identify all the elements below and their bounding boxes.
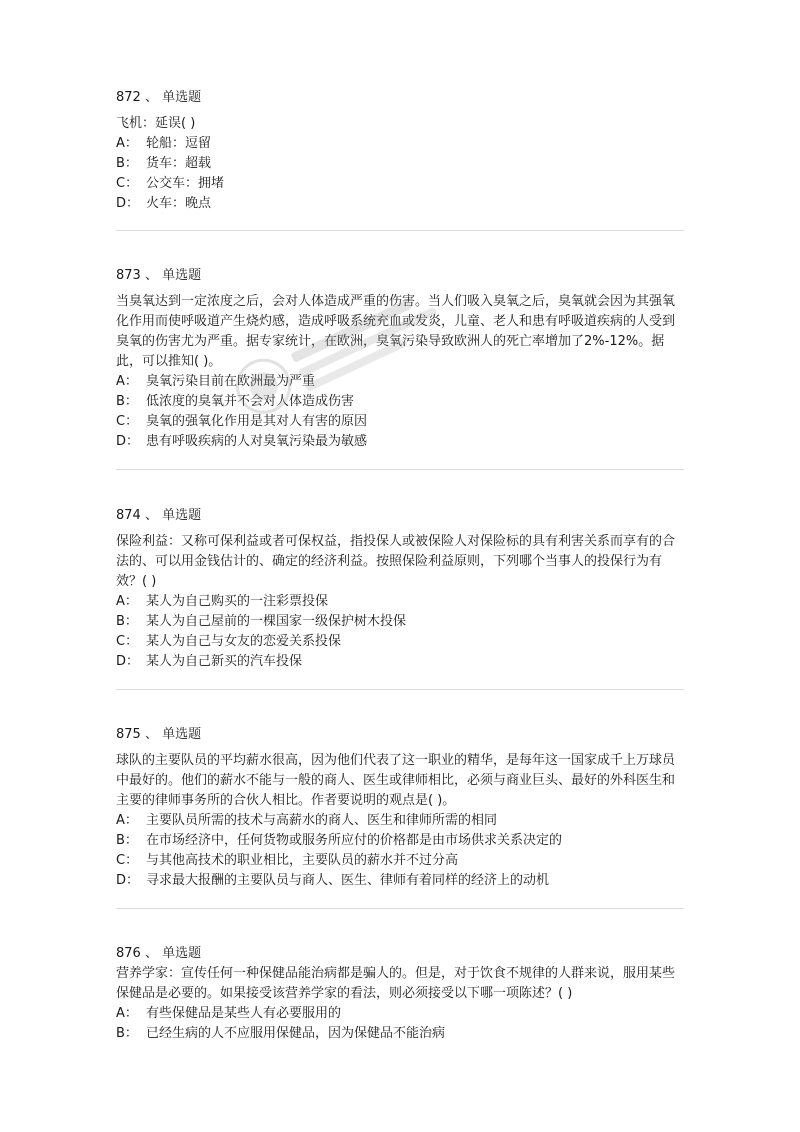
- option-letter: C：: [116, 634, 139, 649]
- question-header: 876 、 单选题: [116, 946, 202, 961]
- option-letter: A：: [116, 374, 138, 389]
- question-header: 875 、 单选题: [116, 727, 202, 742]
- option-text: 火车：晚点: [146, 196, 212, 211]
- option-text: 轮船：逗留: [146, 136, 212, 151]
- option-a: [116, 134, 686, 154]
- question-873: [116, 266, 686, 452]
- option-letter: A：: [116, 1006, 138, 1021]
- option-letter: B：: [116, 156, 138, 171]
- option-d: [116, 432, 686, 452]
- option-c: [116, 412, 686, 432]
- option-text: 主要队员所需的技术与高薪水的商人、医生和律师所需的相同: [146, 813, 498, 828]
- option-letter: D：: [116, 196, 140, 211]
- option-text: 某人为自己屋前的一棵国家一级保护树木投保: [146, 614, 407, 629]
- option-text: 某人为自己与女友的恋爱关系投保: [146, 634, 342, 649]
- option-b: [116, 1024, 686, 1044]
- question-divider: [116, 908, 684, 909]
- option-text: 某人为自己新买的汽车投保: [146, 654, 303, 669]
- option-text: 公交车：拥堵: [146, 176, 225, 191]
- option-b: [116, 612, 686, 632]
- option-d: [116, 871, 686, 891]
- option-a: [116, 592, 686, 612]
- option-a: [116, 372, 686, 392]
- option-letter: A：: [116, 813, 138, 828]
- question-header: 872 、 单选题: [116, 90, 202, 105]
- option-text: 货车：超载: [146, 156, 212, 171]
- option-letter: B：: [116, 833, 138, 848]
- option-text: 与其他高技术的职业相比，主要队员的薪水并不过分高: [146, 853, 459, 868]
- option-letter: B：: [116, 1026, 138, 1041]
- option-letter: C：: [116, 414, 139, 429]
- question-divider: [116, 689, 684, 690]
- question-header: 874 、 单选题: [116, 508, 202, 523]
- option-text: 已经生病的人不应服用保健品，因为保健品不能治病: [146, 1026, 446, 1041]
- option-c: [116, 632, 686, 652]
- option-a: [116, 1004, 686, 1024]
- question-stem: 飞机：延误( ): [116, 116, 196, 131]
- option-d: [116, 194, 686, 214]
- question-stem: 当臭氧达到一定浓度之后，会对人体造成严重的伤害。当人们吸入臭氧之后，臭氧就会因为其强氧化作用而使呼吸道产生烧灼感，造成呼吸系统充血或发炎，儿童、老人和患有呼吸道疾病的人受到臭氧的伤害尤为严重。据专家统计，在欧洲，臭氧污染导致欧洲人的死亡率增加了2%-12%。据此，可以推知( )。: [116, 294, 676, 369]
- option-b: [116, 154, 686, 174]
- question-876: [116, 944, 686, 1044]
- question-872: [116, 88, 686, 214]
- question-stem: 保险利益：又称可保利益或者可保权益，指投保人或被保险人对保险标的具有利害关系而享有的合法的、可以用金钱估计的、确定的经济利益。按照保险利益原则，下列哪个当事人的投保行为有效？( ): [116, 534, 676, 589]
- option-letter: D：: [116, 654, 140, 669]
- question-stem: 球队的主要队员的平均薪水很高，因为他们代表了这一职业的精华，是每年这一国家成千上万球员中最好的。他们的薪水不能与一般的商人、医生或律师相比，必须与商业巨头、最好的外科医生和主要的律师事务所的合伙人相比。作者要说明的观点是( )。: [116, 753, 676, 808]
- option-text: 有些保健品是某些人有必要服用的: [146, 1006, 342, 1021]
- option-text: 低浓度的臭氧并不会对人体造成伤害: [146, 394, 355, 409]
- option-text: 寻求最大报酬的主要队员与商人、医生、律师有着同样的经济上的动机: [146, 873, 550, 888]
- option-text: 臭氧污染目前在欧洲最为严重: [146, 374, 316, 389]
- question-divider: [116, 469, 684, 470]
- option-letter: A：: [116, 136, 138, 151]
- question-874: [116, 506, 686, 672]
- option-b: [116, 831, 686, 851]
- option-letter: D：: [116, 434, 140, 449]
- question-header: 873 、 单选题: [116, 268, 202, 283]
- question-stem: 营养学家：宣传任何一种保健品能治病都是骗人的。但是，对于饮食不规律的人群来说，服用某些保健品是必要的。如果接受该营养学家的看法，则必须接受以下哪一项陈述？( ): [116, 966, 676, 1001]
- option-letter: B：: [116, 614, 138, 629]
- option-text: 臭氧的强氧化作用是其对人有害的原因: [146, 414, 368, 429]
- option-c: [116, 851, 686, 871]
- option-text: 某人为自己购买的一注彩票投保: [146, 594, 329, 609]
- option-letter: C：: [116, 853, 139, 868]
- option-text: 患有呼吸疾病的人对臭氧污染最为敏感: [146, 434, 368, 449]
- option-b: [116, 392, 686, 412]
- question-divider: [116, 230, 684, 231]
- option-letter: A：: [116, 594, 138, 609]
- option-text: 在市场经济中，任何货物或服务所应付的价格都是由市场供求关系决定的: [146, 833, 563, 848]
- option-d: [116, 652, 686, 672]
- option-letter: B：: [116, 394, 138, 409]
- option-letter: C：: [116, 176, 139, 191]
- option-a: [116, 811, 686, 831]
- option-letter: D：: [116, 873, 140, 888]
- question-875: [116, 725, 686, 891]
- option-c: [116, 174, 686, 194]
